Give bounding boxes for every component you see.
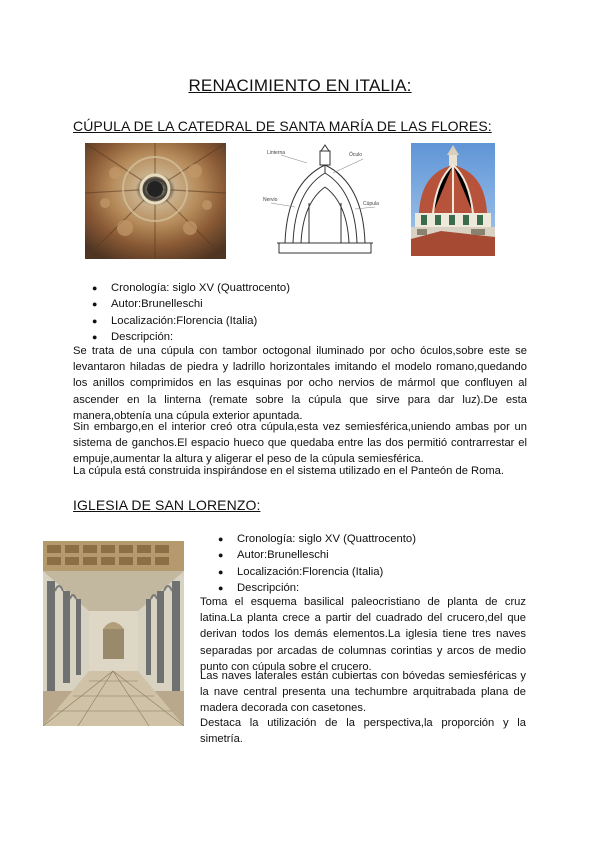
section2-bullet-list — [218, 531, 538, 597]
list-item: ● Cronología: siglo XV (Quattrocento) — [218, 531, 538, 547]
list-item: ● Cronología: siglo XV (Quattrocento) — [92, 280, 572, 296]
section2-paragraph-1: Toma el esquema basilical paleocristiano de planta de cruz latina.La planta crece a partir del cuadrado del crucero,del que derivan todos los demás elementos.La iglesia tiene tres naves separadas por arcadas de columnas corintias y arcos de medio punto con cúpula sobre el crucero. — [200, 596, 526, 673]
section1-bullet-list — [92, 280, 572, 346]
section1-paragraph-3: La cúpula está construida inspirándose en el sistema utilizado en el Panteón de Roma. — [73, 465, 504, 477]
page-title: RENACIMIENTO EN ITALIA: — [188, 76, 412, 95]
cupola-exterior-image — [411, 143, 495, 256]
svg-text:Cúpula: Cúpula — [363, 201, 379, 207]
svg-text:Óculo: Óculo — [349, 152, 363, 158]
list-item: ● Autor:Brunelleschi — [218, 547, 538, 563]
section1-heading: CÚPULA DE LA CATEDRAL DE SANTA MARÍA DE LAS FLORES: — [73, 118, 492, 134]
section2-paragraph-2: Las naves laterales están cubiertas con bóvedas semiesféricas y la nave central presenta una techumbre arquitrabada plana de madera decorada con casetones. — [200, 670, 526, 715]
list-item: ● Localización:Florencia (Italia) — [218, 564, 538, 580]
list-item: ● Descripción: — [218, 580, 538, 596]
cupola-diagram-image — [263, 143, 386, 255]
cupola-interior-image — [85, 143, 226, 259]
san-lorenzo-image — [43, 541, 184, 726]
section2-paragraph-3: Destaca la utilización de la perspectiva,la proporción y la simetría. — [200, 717, 526, 746]
list-item: ● Autor:Brunelleschi — [92, 296, 572, 312]
list-item: ● Descripción: — [92, 329, 572, 345]
list-item: ● Localización:Florencia (Italia) — [92, 313, 572, 329]
section2-heading: IGLESIA DE SAN LORENZO: — [73, 497, 261, 513]
svg-text:Linterna: Linterna — [267, 150, 286, 156]
svg-text:Nervio: Nervio — [263, 197, 278, 203]
section1-paragraph-2: Sin embargo,en el interior creó otra cúpula,esta vez semiesférica,uniendo ambas por un sistema de ganchos.El espacio hueco que quedaba entre las dos permitió contrarrestar el empuje,aumentar la altura y aligerar el peso de la cúpula semiesférica. — [73, 421, 527, 466]
section1-paragraph-1: Se trata de una cúpula con tambor octogonal iluminado por ocho óculos,sobre este se levantaron hiladas de piedra y ladrillo horizontales imitando el modelo romano,quedando los anillos comprimidos en las esquinas por ocho nervios de mármol que confluyen al ascender en la linterna (remate sobre la cúpula que sirve para dar luz).De esta manera,obtenía una cúpula exterior apuntada. — [73, 345, 527, 422]
